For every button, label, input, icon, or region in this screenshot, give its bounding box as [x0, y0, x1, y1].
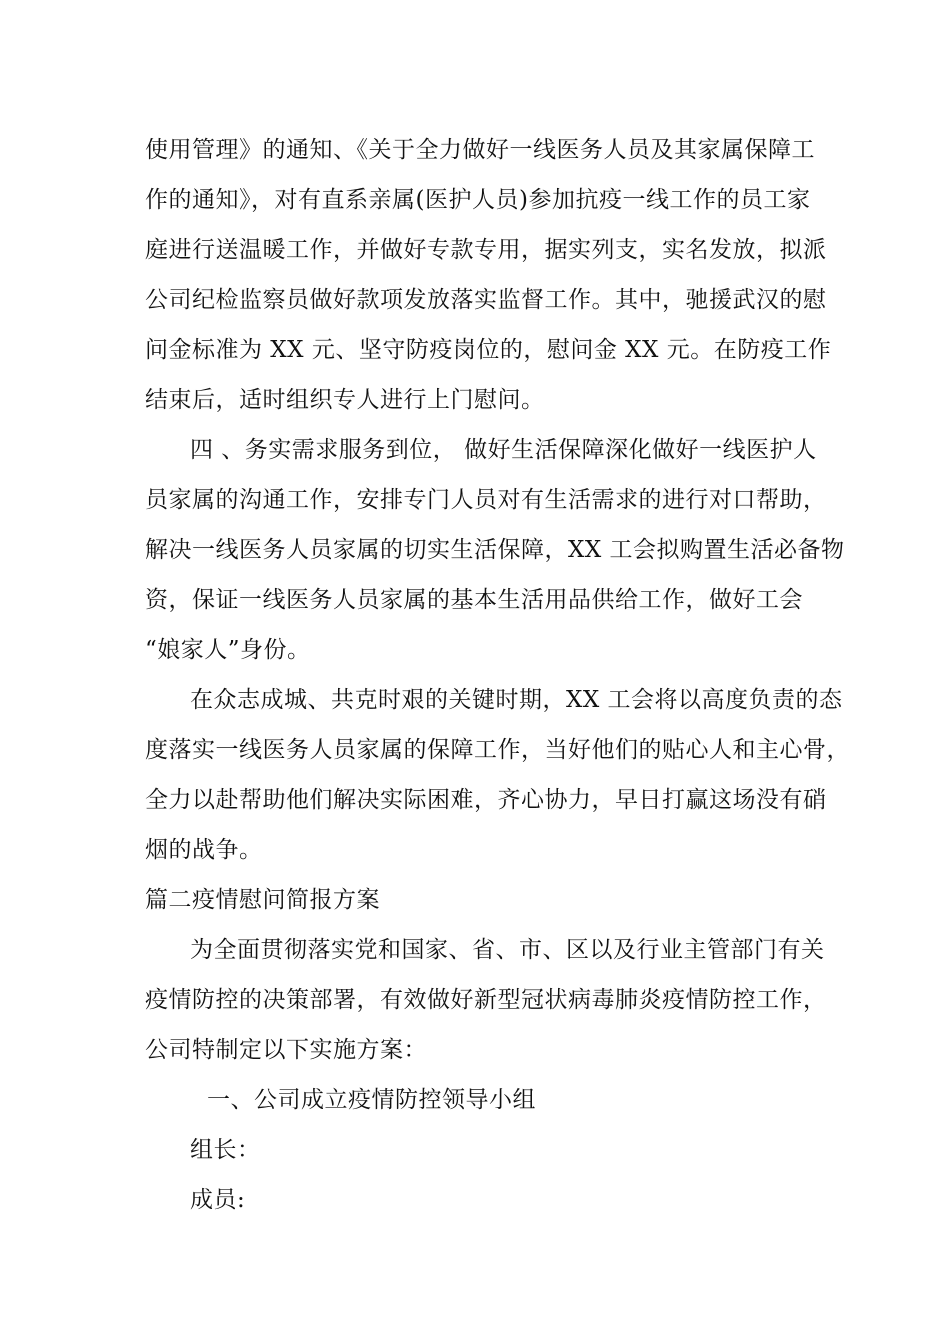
subsection-heading: 一、公司成立疫情防控领导小组 — [207, 1087, 536, 1113]
paragraph-line: 使用管理》的通知、《关于全力做好一线医务人员及其家属保障工 — [145, 137, 815, 163]
paragraph-line: “娘家人”身份。 — [145, 637, 311, 663]
paragraph-line: 员家属的沟通工作，安排专门人员对有生活需求的进行对口帮助， — [145, 487, 827, 513]
paragraph-line: 公司纪检监察员做好款项发放落实监督工作。其中，驰援武汉的慰 — [145, 287, 827, 313]
members-label: 成员: — [190, 1187, 246, 1213]
paragraph-line: 公司特制定以下实施方案： — [145, 1037, 427, 1063]
leader-label: 组长： — [190, 1137, 261, 1163]
paragraph-line: 度落实一线医务人员家属的保障工作，当好他们的贴心人和主心骨， — [145, 737, 850, 763]
paragraph-line: 全力以赴帮助他们解决实际困难，齐心协力，早日打赢这场没有硝 — [145, 787, 827, 813]
section-heading-line: 四 、务实需求服务到位， 做好生活保障深化做好一线医护人 — [190, 437, 817, 463]
paragraph-line: 问金标准为 XX 元、坚守防疫岗位的，慰问金 XX 元。在防疫工作 — [145, 337, 832, 363]
paragraph-line: 庭进行送温暖工作，并做好专款专用，据实列支，实名发放，拟派 — [145, 237, 827, 263]
paragraph-line: 在众志成城、共克时艰的关键时期，XX 工会将以高度负责的态 — [190, 687, 843, 713]
paragraph-line: 疫情防控的决策部署，有效做好新型冠状病毒肺炎疫情防控工作， — [145, 987, 827, 1013]
paragraph-line: 烟的战争。 — [145, 837, 263, 863]
section-title: 篇二疫情慰问简报方案 — [145, 887, 380, 913]
paragraph-line: 解决一线医务人员家属的切实生活保障，XX 工会拟购置生活必备物 — [145, 537, 845, 563]
paragraph-line: 结束后，适时组织专人进行上门慰问。 — [145, 387, 545, 413]
paragraph-line: 资，保证一线医务人员家属的基本生活用品供给工作，做好工会 — [145, 587, 803, 613]
paragraph-line: 为全面贯彻落实党和国家、省、市、区以及行业主管部门有关 — [190, 937, 825, 963]
paragraph-line: 作的通知》，对有直系亲属(医护人员)参加抗疫一线工作的员工家 — [145, 187, 811, 213]
